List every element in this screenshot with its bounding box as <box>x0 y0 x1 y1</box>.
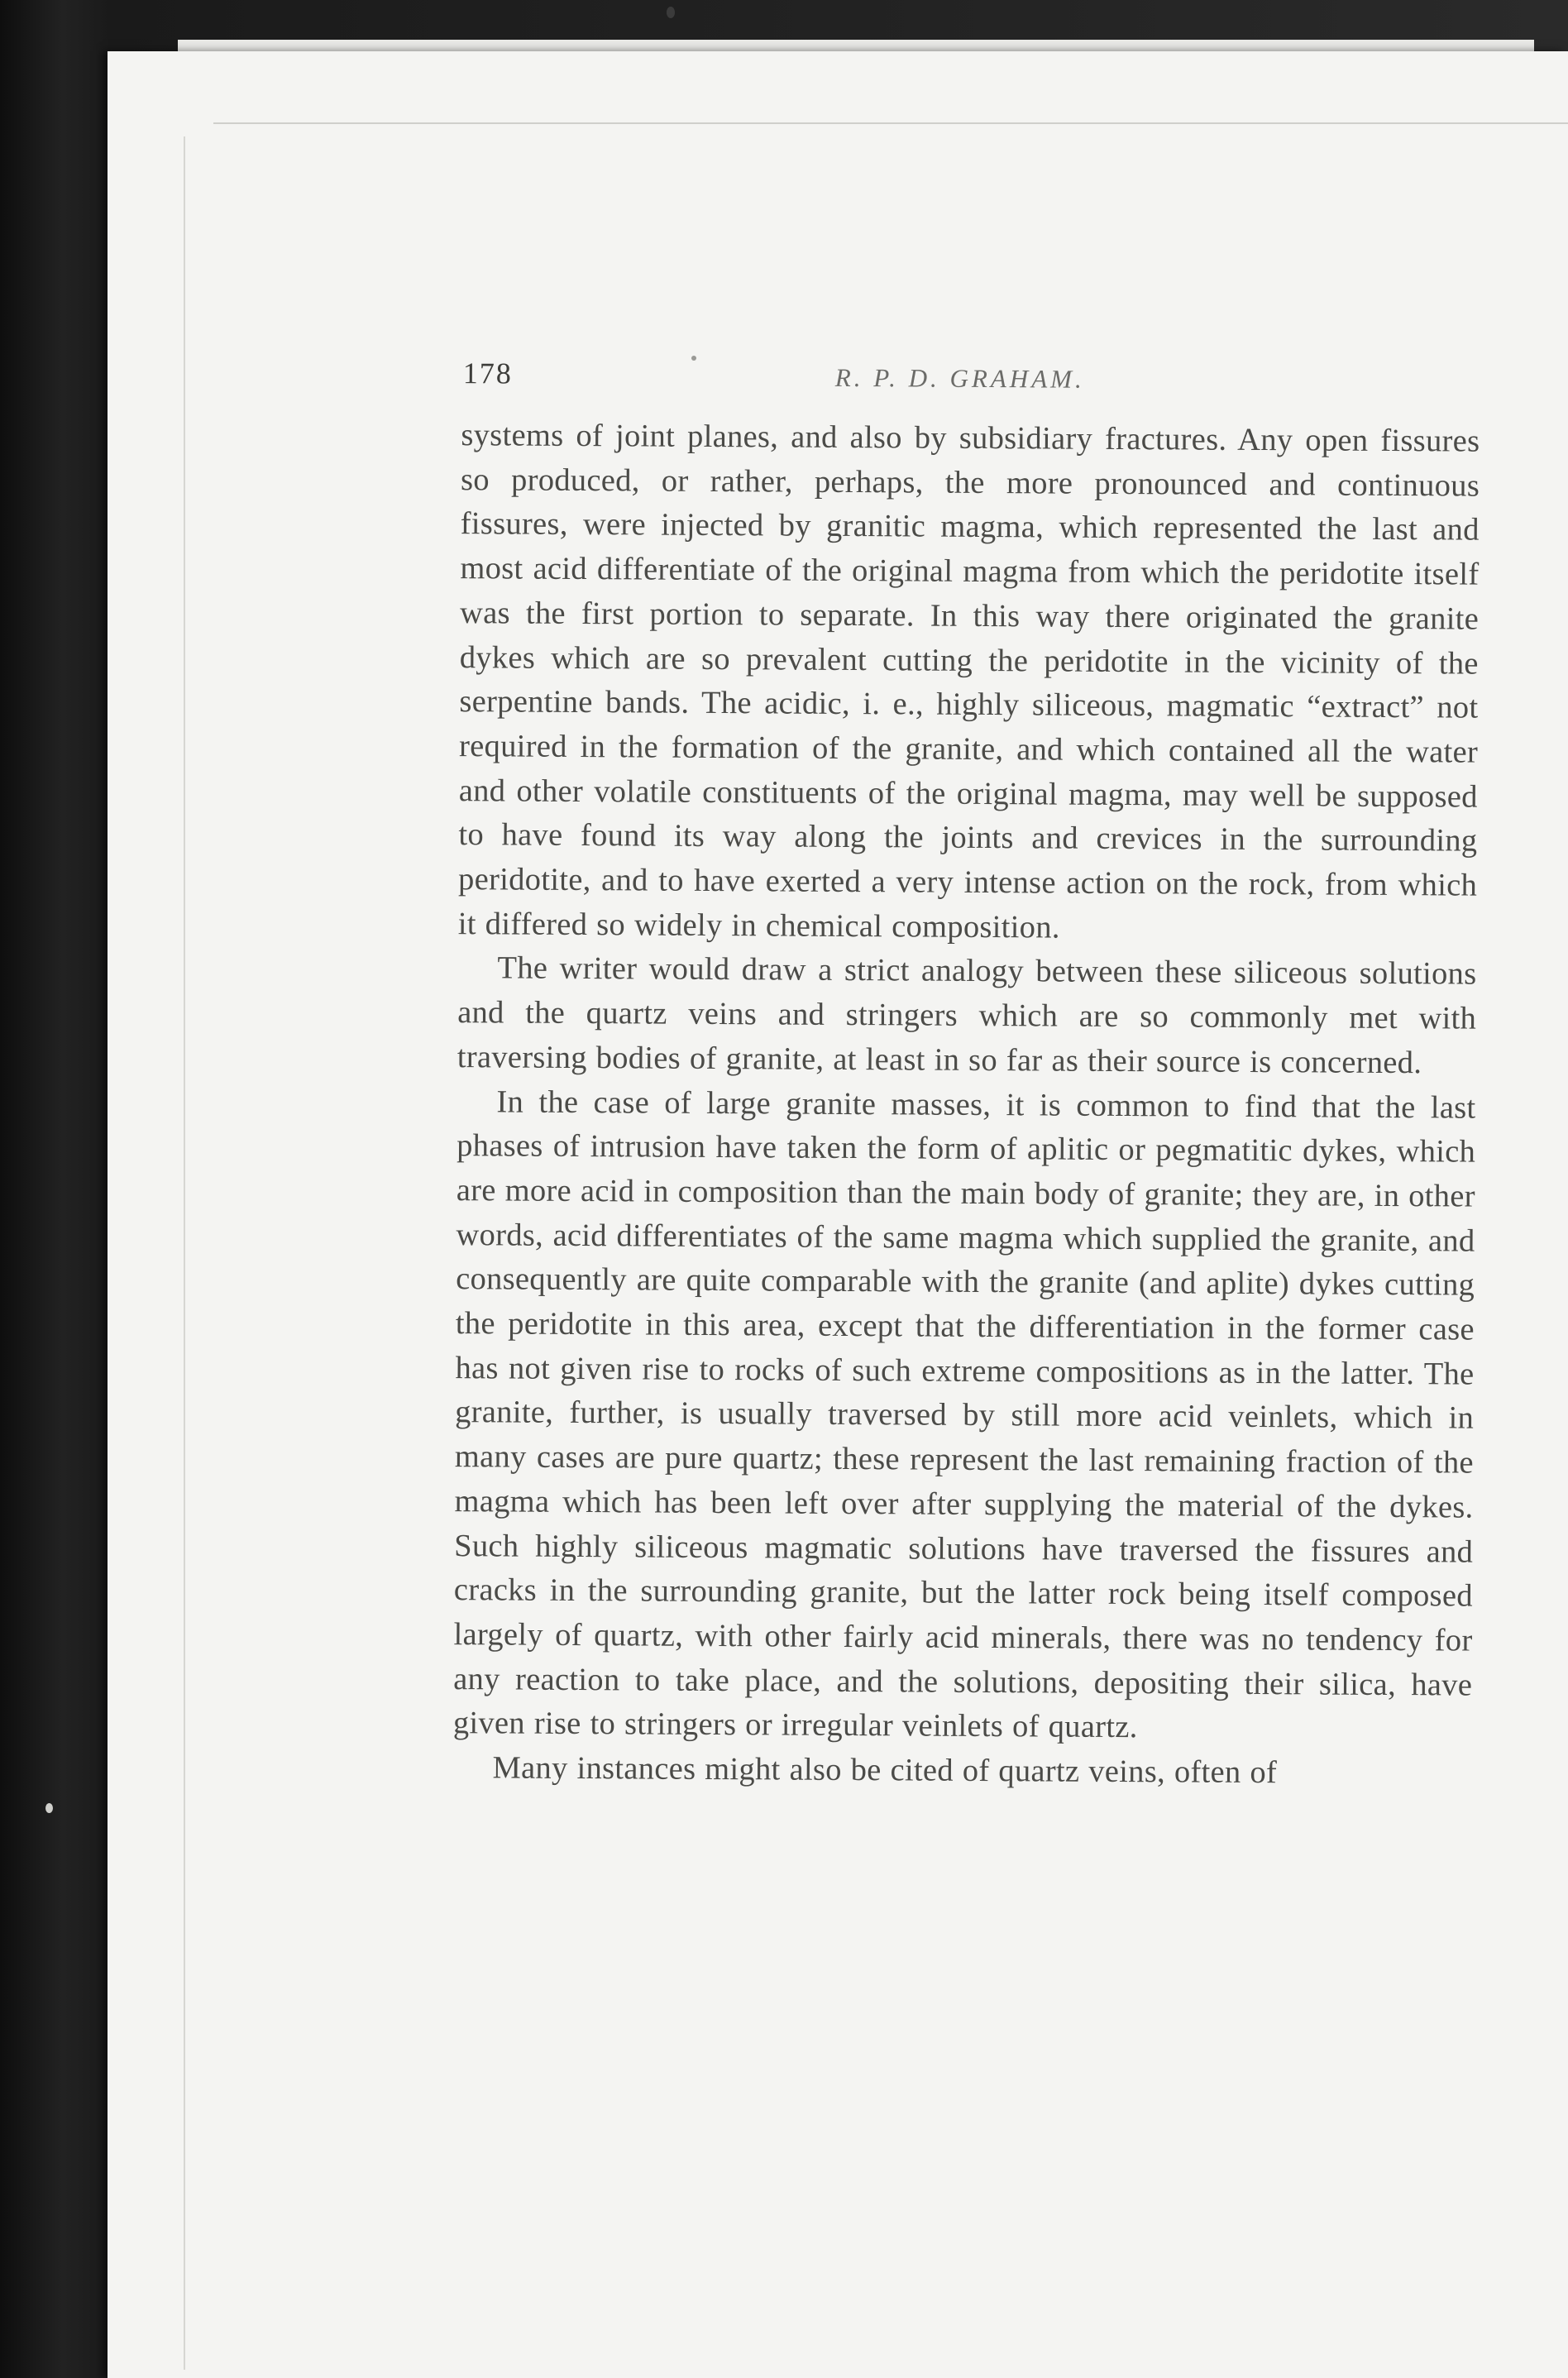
paragraph: The writer would draw a strict analogy between these siliceous solutions and the quartz veins and stringers which are so commonly met with traversing bodies of granite, at least in so far as their source is concerned. <box>457 950 1477 1081</box>
page-number: 178 <box>462 356 513 390</box>
printed-page <box>437 356 1489 1797</box>
ink-speck <box>45 1803 53 1813</box>
running-head <box>447 356 1489 420</box>
running-title: R. P. D. GRAHAM. <box>834 362 1085 394</box>
fold-shadow-left <box>184 136 185 2370</box>
paragraph: Many instances might also be cited of quartz veins, often of <box>492 1750 1278 1791</box>
paragraph: systems of joint planes, and also by subsidiary fractures. Any open fissures so produced, or rather, perhaps, the more pronounced and continuous fissures, were injected by granitic magma, which represented the last and most acid differentiate of the original magma from which the peridotite itself was the first portion to separate. In this way there originated the granite dykes which are so prevalent cutting the peridotite in the vicinity of the serpentine bands. The acidic, i. e., highly siliceous, magmatic “extract” not required in the formation of the granite, and which contained all the water and other volatile constituents of the original magma, may well be supposed to have found its way along the joints and crevices in the surrounding peridotite, and to have exerted a very intense action on the rock, from which it differed so widely in chemical composition. <box>457 418 1480 945</box>
fold-shadow-top <box>213 122 1568 124</box>
ink-speck <box>667 7 675 18</box>
body-text <box>437 414 1480 1797</box>
paragraph: In the case of large granite masses, it is common to find that the last phases of intrusion have taken the form of aplitic or pegmatitic dykes, which are more acid in composition than the main body of granite; they are, in other words, acid differentiates of the same magma which supplied the granite, and consequently are quite comparable with the granite (and aplite) dykes cutting the peridotite in this area, except that the differentiation in the former case has not given rise to rocks of such extreme compositions as in the latter. The granite, further, is usually traversed by still more acid veinlets, which in many cases are pure quartz; these represent the last remaining fraction of the magma which has been left over after supplying the material of the dykes. Such highly siliceous magmatic solutions have traversed the fissures and cracks in the surrounding granite, but the latter rock being itself composed largely of quartz, with other fairly acid minerals, there was no tendency for any reaction to take place, and the solutions, depositing their silica, have given rise to stringers or irregular veinlets of quartz. <box>452 1084 1476 1745</box>
